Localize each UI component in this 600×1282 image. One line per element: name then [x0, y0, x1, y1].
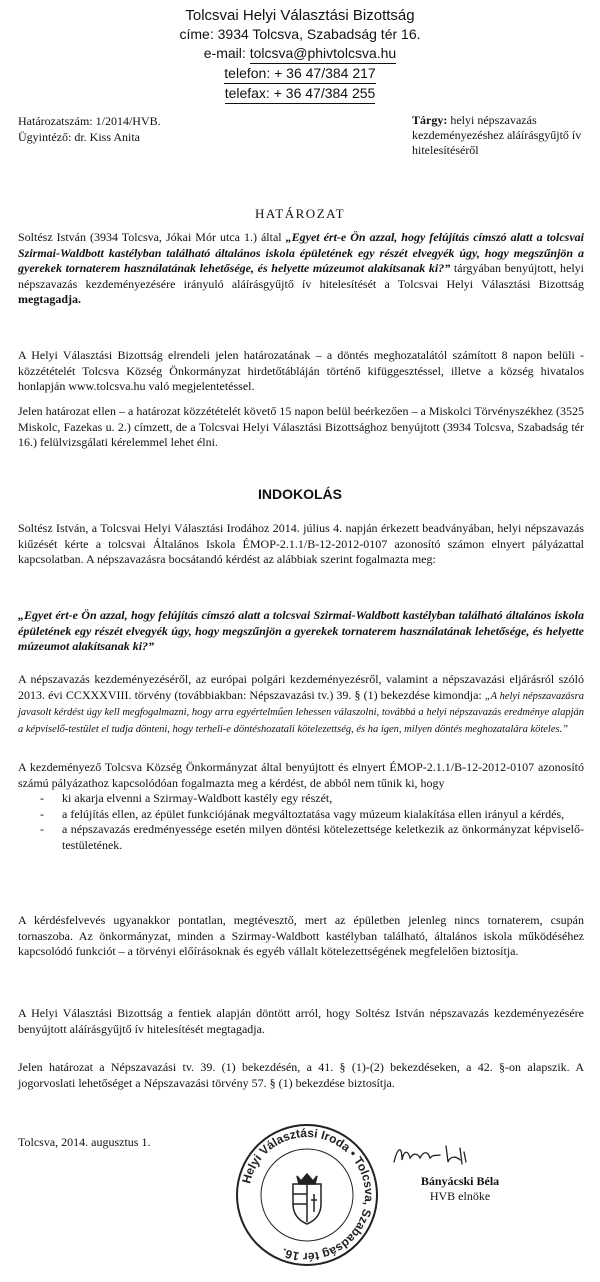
decision-paragraph — [18, 230, 584, 308]
list-item: - a népszavazás eredményessége esetén milyen döntési kötelezettsége keletkezik az önkormányzat képviselő-testületének. — [18, 822, 584, 853]
issues-list — [18, 791, 584, 853]
signer-name: Bányácski Béla — [420, 1174, 500, 1188]
place-date: Tolcsva, 2014. augusztus 1. — [18, 1135, 151, 1149]
conclusion-paragraph: A Helyi Választási Bizottság a fentiek alapján döntött arról, hogy Soltész István népszavazás kezdeményezésére benyújtott aláírásgyűjtő ív hitelesítését megtagadja. — [18, 1006, 584, 1036]
subject-block — [412, 113, 588, 158]
signer-block — [400, 1174, 520, 1204]
p6-quote: „A helyi népszavazásra javasolt kérdést úgy kell megfogalmazni, hogy arra egyértelműen lehessen válaszolni, továbbá a helyi népszavazás eredménye alapján a képviselő-testület el tudja dönteni, hogy terheli-e döntéshozatali kötelezettség, és ha igen, milyen döntés meghozatalára köteles.” — [18, 690, 584, 735]
case-number: Határozatszám: 1/2014/HVB. — [18, 114, 161, 128]
list-item: - ki akarja elvenni a Szirmay-Waldbott kastély egy részét, — [18, 791, 584, 807]
org-email — [0, 44, 600, 64]
reasoning-title: INDOKOLÁS — [258, 486, 342, 502]
org-fax — [0, 84, 600, 104]
org-name: Tolcsvai Helyi Választási Bizottság — [185, 7, 415, 24]
phone-text: telefon: + 36 47/384 217 — [224, 64, 375, 84]
letterhead — [0, 6, 600, 104]
legal-reference-paragraph: Jelen határozat a Népszavazási tv. 39. (1) bekezdésén, a 41. § (1)-(2) bekezdéseken, a 42. §-on alapszik. A jogorvoslati lehetőséget a Népszavazási törvény 57. § (1) bekezdése biztosítja. — [18, 1060, 584, 1090]
subject-text: helyi népszavazás kezdeményezéshez aláírásgyűjtő ív hitelesítéséről — [412, 113, 582, 157]
misleading-paragraph: A kérdésfelvevés ugyanakkor pontatlan, megtévesztő, mert az épületben jelenleg nincs tornaterem, csupán tornaszoba. Az önkormányzat, minden a Szirmay-Waldbott kastélyban található, általános iskola működéséhez kapcsolódó funkciót – a törvényi előírásoknak és egyéb vállalt kötelezettségének megfelelően biztosítja. — [18, 913, 584, 958]
issues-paragraph — [18, 760, 584, 853]
subject-label: Tárgy: — [412, 113, 448, 127]
issues-intro: A kezdeményező Tolcsva Község Önkormányzat által benyújtott és elnyert ÉMOP-2.1.1/B-12-2012-0107 azonosító számú pályázathoz kapcsolódóan fogalmazta meg a kérdést, de abból nem tűnik ki, hogy — [18, 760, 584, 790]
decision-title: HATÁROZAT — [254, 206, 346, 221]
official-stamp-icon — [232, 1120, 382, 1270]
question-quote: „Egyet ért-e Ön azzal, hogy felújítás címszó alatt a tolcsvai Szirmai-Waldbott kastélyban található általános iskola épületének egy részét elvegyék úgy, hogy megszűnjön a gyerekek tornaterem használatának lehetősége, és helyette múzeumot alakítsanak ki?” — [18, 608, 584, 653]
appeal-paragraph: Jelen határozat ellen – a határozat közzétételét követő 15 napon belül beérkezően – a Miskolci Törvényszékhez (3525 Miskolc, Fazekas u. 2.) címzett, de a Tolcsvai Helyi Választási Bizottsághoz benyújtott (3934 Tolcsva, Szabadság tér 16.) felülvizsgálati kérelemmel lehet élni. — [18, 404, 584, 449]
signature-icon — [390, 1140, 470, 1170]
fax-text: telefax: + 36 47/384 255 — [225, 84, 376, 104]
reasoning-intro: Soltész István, a Tolcsvai Helyi Választási Irodához 2014. július 4. napján érkezett beadványában, helyi népszavazás kiűzését kérte a tolcsvai Általános Iskola ÉMOP-2.1.1/B-12-2012-0107 azonosító számon elnyert pályázattal kapcsolatban. A népszavazásra bocsátandó kérdést az alábbiak szerint fogalmazta meg: — [18, 521, 584, 566]
case-officer: Ügyintéző: dr. Kiss Anita — [18, 130, 140, 144]
email-label: e-mail: — [203, 45, 250, 61]
case-meta — [18, 113, 161, 145]
svg-text:Helyi Választási Iroda • Tolcs: Helyi Választási Iroda • Tolcsva, Szabadság tér 16. — [239, 1125, 377, 1265]
p1-end: tárgyában benyújtott, helyi népszavazás kezdeményezésére irányuló aláírásgyűjtő ív hitelesítését a Tolcsvai Helyi Választási Bizottság — [18, 261, 584, 291]
p6-start: A népszavazás kezdeményezéséről, az európai polgári kezdeményezésről, valamint a népszavazási eljárásról szóló 2013. évi CCXXXVIII. törvény (továbbiakban: Népszavazási tv.) 39. § (1) bekezdése kimondja: — [18, 672, 584, 702]
p1-question: „Egyet ért-e Ön azzal, hogy felújítás címszó alatt a tolcsvai Szirmai-Waldbott kastélyban található általános iskola épületének egy részét elvegyék úgy, hogy megszűnjön a gyerekek tornaterem használatának lehetősége, és helyette múzeumot alakítsanak ki?” — [18, 230, 584, 275]
p1-start: Soltész István (3934 Tolcsva, Jókai Mór utca 1.) által — [18, 230, 286, 244]
publication-paragraph: A Helyi Választási Bizottság elrendeli jelen határozatának – a döntés meghozatalától számított 8 napon belüli - közzétételét Tolcsva Község Önkormányzat hirdetőtábláján történő kifüggesztéssel, illetve a község hivatalos honlapján www.tolcsva.hu való megjelentetéssel. — [18, 348, 584, 393]
p1-refuse: megtagadja. — [18, 292, 81, 306]
signer-role: HVB elnöke — [429, 1189, 491, 1203]
org-phone — [0, 64, 600, 84]
org-address: címe: 3934 Tolcsva, Szabadság tér 16. — [179, 26, 421, 42]
legal-basis-paragraph — [18, 672, 584, 737]
list-item: - a felújítás ellen, az épület funkciójának megváltoztatása vagy múzeum kialakítása ellen irányul a kérdés, — [18, 807, 584, 823]
email-link[interactable]: tolcsva@phivtolcsva.hu — [250, 44, 397, 64]
